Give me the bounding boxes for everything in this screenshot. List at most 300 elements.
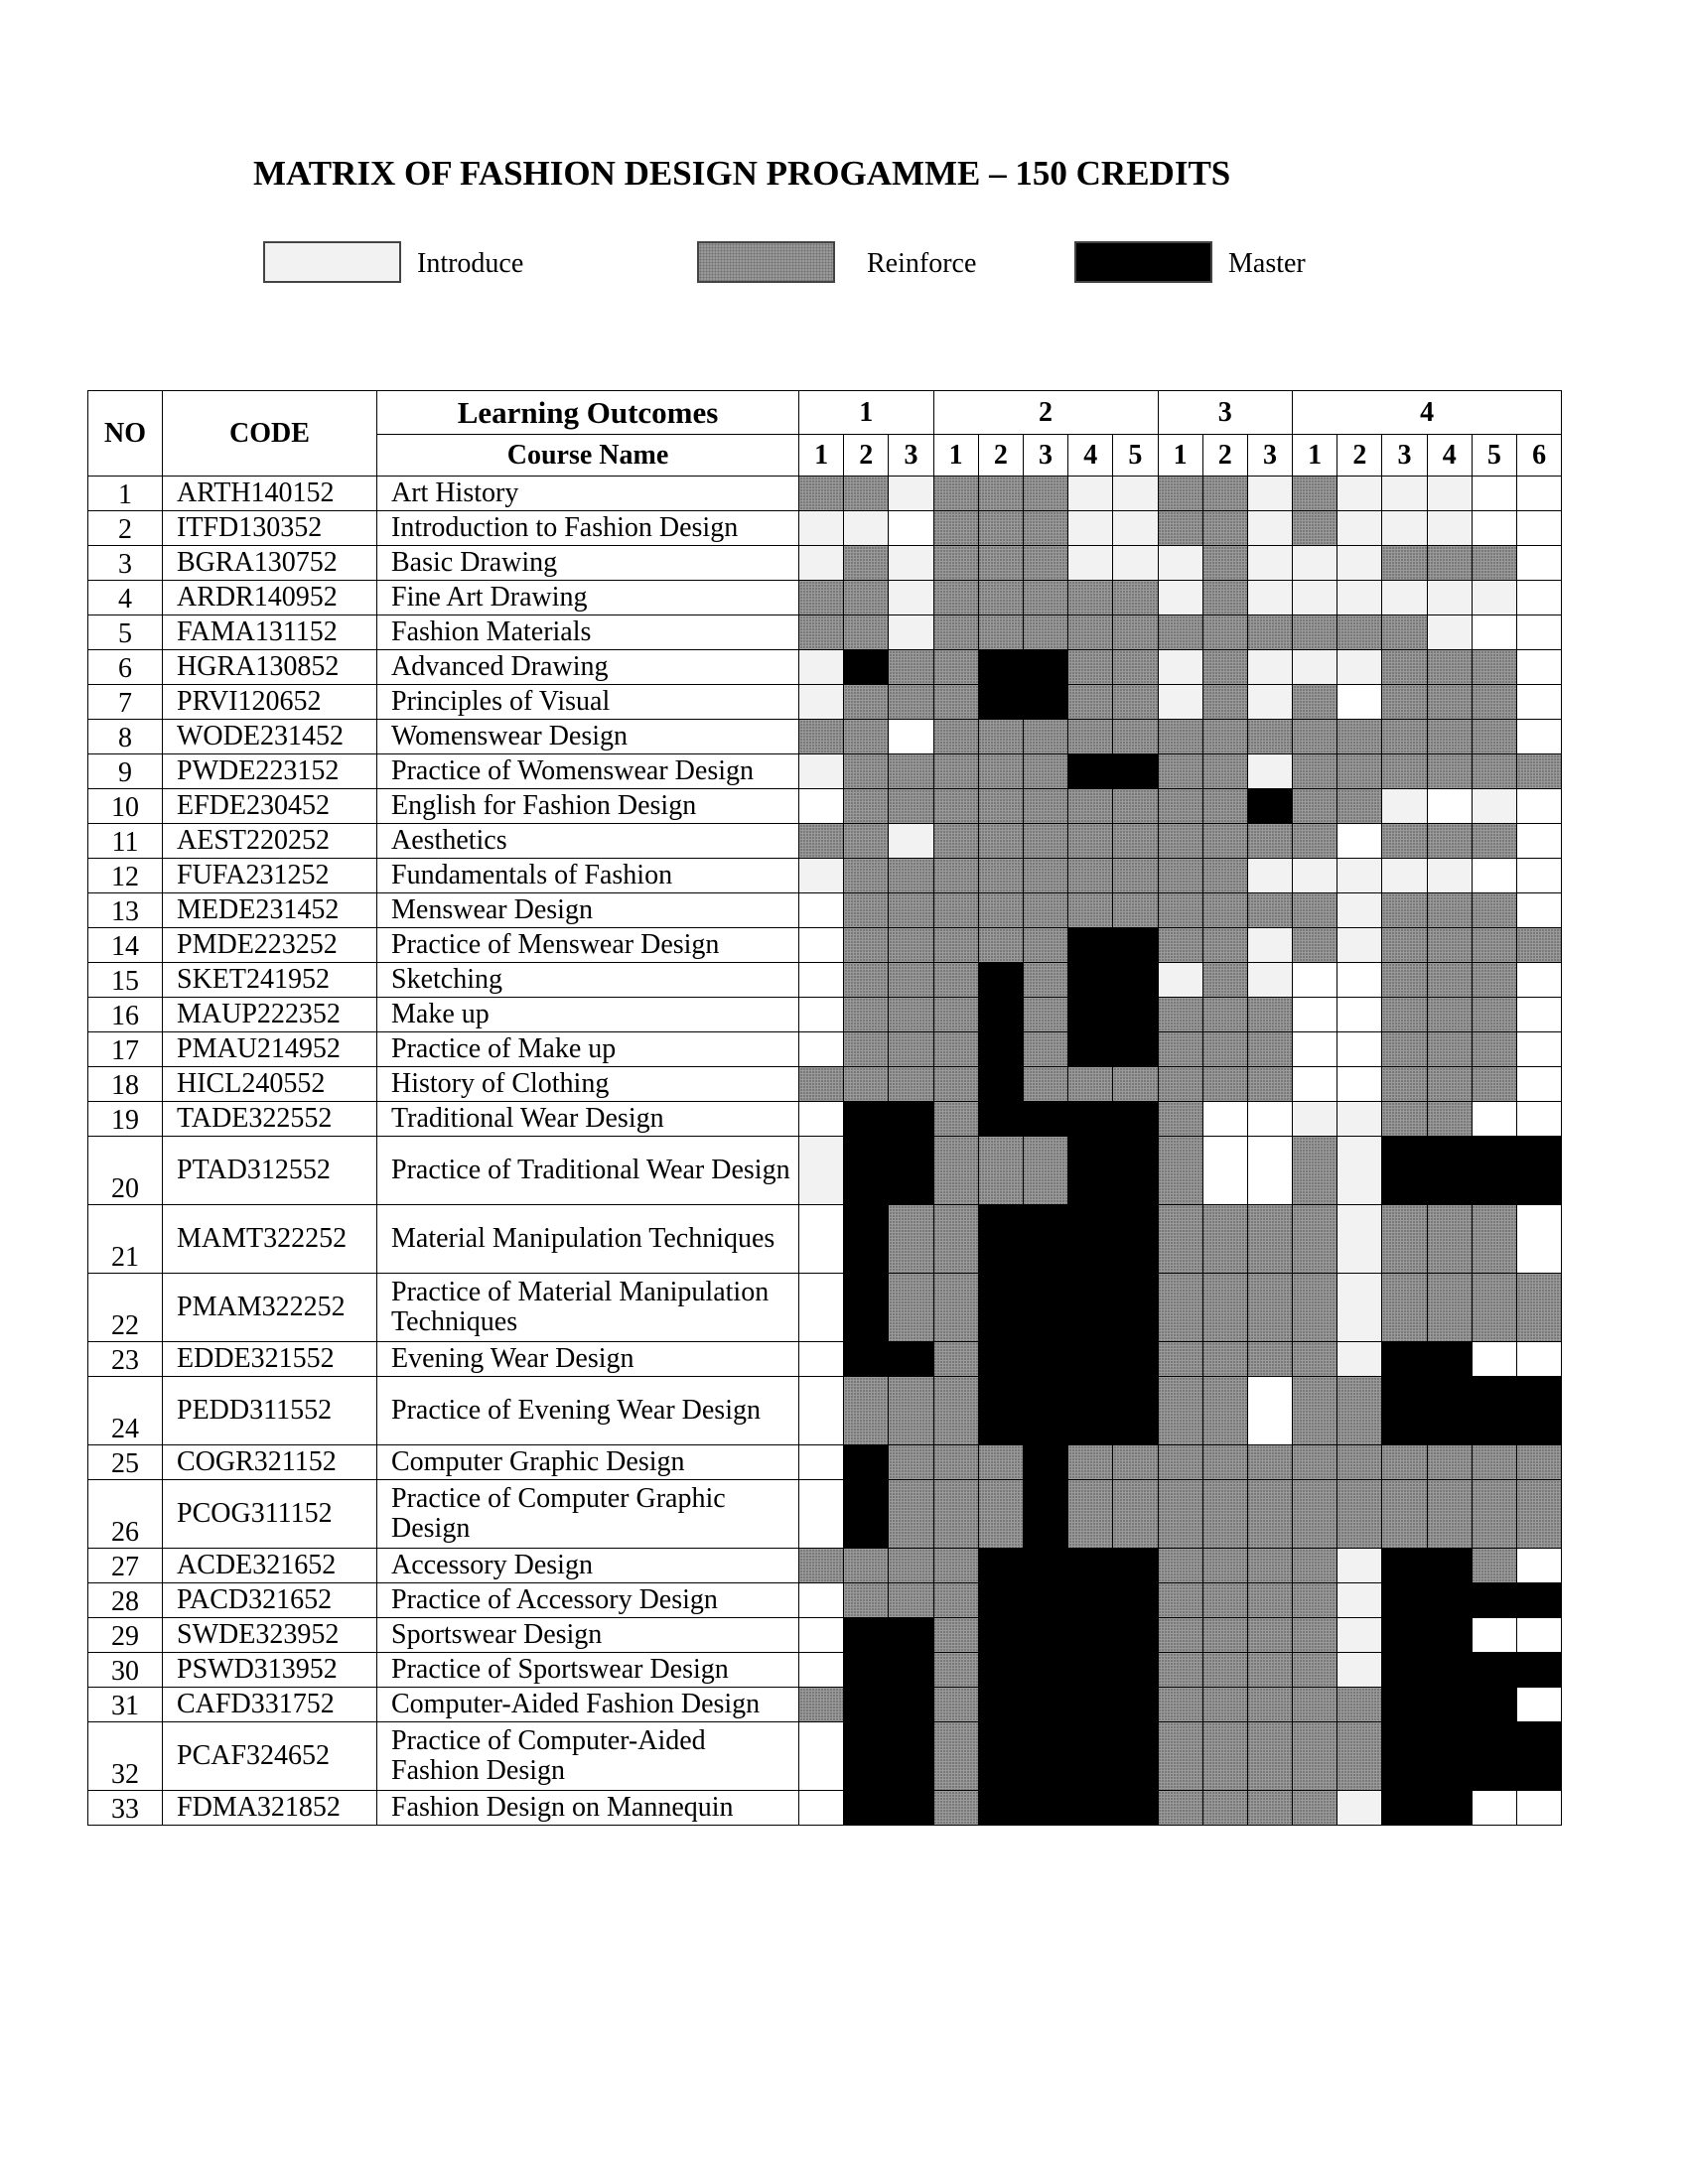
matrix-cell-reinforce (1382, 998, 1427, 1032)
matrix-cell-reinforce (1068, 789, 1113, 824)
matrix-cell-reinforce (1158, 1137, 1202, 1205)
matrix-cell-reinforce (1427, 685, 1472, 720)
matrix-cell-reinforce (889, 789, 933, 824)
matrix-cell-reinforce (1382, 615, 1427, 650)
matrix-cell-master (1113, 1653, 1158, 1688)
matrix-cell-reinforce (1382, 1102, 1427, 1137)
row-code: FAMA131152 (163, 615, 377, 650)
matrix-cell-reinforce (1293, 893, 1337, 928)
table-row (88, 998, 1562, 1032)
matrix-cell-master (844, 1274, 889, 1342)
header-outcome-3-3: 3 (1247, 435, 1292, 477)
matrix-cell-master (1023, 1102, 1067, 1137)
matrix-cell-reinforce (1202, 893, 1247, 928)
matrix-cell-reinforce (1202, 789, 1247, 824)
matrix-cell-reinforce (1382, 1445, 1427, 1480)
matrix-cell-master (1068, 1032, 1113, 1067)
matrix-cell-reinforce (1247, 1067, 1292, 1102)
matrix-cell-reinforce (889, 963, 933, 998)
matrix-cell-reinforce (978, 615, 1023, 650)
matrix-cell-introduce (1158, 963, 1202, 998)
matrix-cell-reinforce (1472, 720, 1516, 754)
matrix-cell-reinforce (1427, 963, 1472, 998)
table-row (88, 893, 1562, 928)
matrix-cell-reinforce (1293, 615, 1337, 650)
matrix-cell-none (1517, 1549, 1562, 1583)
matrix-cell-none (1517, 789, 1562, 824)
matrix-cell-reinforce (1113, 650, 1158, 685)
matrix-cell-reinforce (1023, 1067, 1067, 1102)
matrix-cell-master (978, 650, 1023, 685)
matrix-cell-introduce (889, 477, 933, 511)
matrix-cell-reinforce (1158, 1791, 1202, 1826)
matrix-cell-reinforce (1023, 511, 1067, 546)
matrix-cell-master (1382, 1722, 1427, 1791)
matrix-cell-reinforce (1337, 1377, 1382, 1445)
matrix-cell-reinforce (1202, 754, 1247, 789)
header-outcome-4-3: 3 (1382, 435, 1427, 477)
matrix-cell-reinforce (1382, 1274, 1427, 1342)
matrix-cell-introduce (889, 581, 933, 615)
matrix-cell-none (799, 1480, 844, 1549)
row-code: SWDE323952 (163, 1618, 377, 1653)
matrix-cell-reinforce (1472, 650, 1516, 685)
matrix-cell-master (1472, 1583, 1516, 1618)
matrix-cell-reinforce (1382, 928, 1427, 963)
matrix-cell-master (1023, 1274, 1067, 1342)
matrix-cell-reinforce (1158, 1722, 1202, 1791)
row-code: SKET241952 (163, 963, 377, 998)
matrix-cell-master (978, 1618, 1023, 1653)
matrix-cell-master (978, 963, 1023, 998)
matrix-cell-reinforce (1158, 1102, 1202, 1137)
matrix-cell-reinforce (1247, 1688, 1292, 1722)
header-outcome-3-2: 2 (1202, 435, 1247, 477)
matrix-cell-reinforce (1202, 1618, 1247, 1653)
matrix-cell-reinforce (889, 1583, 933, 1618)
row-no: 17 (88, 1032, 163, 1067)
matrix-cell-introduce (1337, 511, 1382, 546)
matrix-cell-master (1427, 1583, 1472, 1618)
row-code: HGRA130852 (163, 650, 377, 685)
header-outcome-2-4: 4 (1068, 435, 1113, 477)
matrix-cell-introduce (1427, 615, 1472, 650)
matrix-cell-introduce (1337, 859, 1382, 893)
matrix-cell-reinforce (1113, 685, 1158, 720)
header-outcome-1-3: 3 (889, 435, 933, 477)
matrix-cell-master (1023, 1445, 1067, 1480)
matrix-cell-reinforce (1382, 1480, 1427, 1549)
matrix-cell-introduce (1247, 928, 1292, 963)
matrix-cell-reinforce (799, 1549, 844, 1583)
matrix-cell-reinforce (1427, 1445, 1472, 1480)
matrix-cell-master (889, 1618, 933, 1653)
row-course-name: Make up (377, 998, 799, 1032)
matrix-cell-reinforce (1472, 893, 1516, 928)
matrix-cell-reinforce (889, 859, 933, 893)
matrix-cell-master (1113, 1205, 1158, 1274)
matrix-cell-master (844, 1102, 889, 1137)
matrix-cell-master (1472, 1653, 1516, 1688)
matrix-cell-reinforce (933, 1205, 978, 1274)
matrix-cell-introduce (1247, 477, 1292, 511)
header-outcome-4-6: 6 (1517, 435, 1562, 477)
matrix-cell-master (1113, 1032, 1158, 1067)
matrix-cell-reinforce (1158, 720, 1202, 754)
matrix-cell-none (1472, 511, 1516, 546)
matrix-cell-reinforce (844, 581, 889, 615)
matrix-cell-introduce (1472, 581, 1516, 615)
matrix-cell-none (1247, 1137, 1292, 1205)
matrix-cell-reinforce (1023, 754, 1067, 789)
matrix-cell-reinforce (933, 1137, 978, 1205)
page-title: MATRIX OF FASHION DESIGN PROGAMME – 150 CREDITS (253, 154, 1231, 193)
matrix-cell-reinforce (1113, 581, 1158, 615)
table-row (88, 1583, 1562, 1618)
matrix-cell-master (1517, 1137, 1562, 1205)
matrix-cell-reinforce (933, 477, 978, 511)
matrix-cell-reinforce (889, 928, 933, 963)
matrix-cell-none (1472, 1618, 1516, 1653)
header-outcome-2-3: 3 (1023, 435, 1067, 477)
matrix-cell-none (1293, 963, 1337, 998)
matrix-cell-reinforce (1382, 754, 1427, 789)
matrix-cell-reinforce (844, 477, 889, 511)
matrix-cell-master (978, 685, 1023, 720)
matrix-cell-reinforce (1293, 1445, 1337, 1480)
matrix-cell-reinforce (889, 650, 933, 685)
row-code: PCAF324652 (163, 1722, 377, 1791)
matrix-cell-reinforce (933, 1549, 978, 1583)
row-no: 14 (88, 928, 163, 963)
row-code: WODE231452 (163, 720, 377, 754)
matrix-cell-introduce (1427, 859, 1472, 893)
matrix-cell-master (844, 1722, 889, 1791)
matrix-cell-introduce (1337, 581, 1382, 615)
matrix-cell-reinforce (1202, 1688, 1247, 1722)
matrix-cell-introduce (1337, 1583, 1382, 1618)
matrix-cell-reinforce (844, 1549, 889, 1583)
matrix-cell-none (1427, 789, 1472, 824)
matrix-cell-reinforce (1113, 824, 1158, 859)
matrix-cell-master (1113, 754, 1158, 789)
table-row (88, 1480, 1562, 1549)
matrix-cell-master (1382, 1377, 1427, 1445)
row-no: 8 (88, 720, 163, 754)
row-course-name: Practice of Make up (377, 1032, 799, 1067)
matrix-cell-master (1023, 1205, 1067, 1274)
matrix-cell-reinforce (933, 789, 978, 824)
matrix-cell-none (1247, 1377, 1292, 1445)
matrix-cell-master (1023, 650, 1067, 685)
matrix-cell-master (1068, 928, 1113, 963)
matrix-cell-reinforce (978, 477, 1023, 511)
matrix-cell-master (1068, 754, 1113, 789)
matrix-cell-reinforce (1472, 1067, 1516, 1102)
matrix-cell-reinforce (1427, 1067, 1472, 1102)
matrix-cell-none (799, 1274, 844, 1342)
row-code: AEST220252 (163, 824, 377, 859)
matrix-cell-reinforce (933, 1445, 978, 1480)
matrix-cell-reinforce (1202, 477, 1247, 511)
matrix-cell-master (1382, 1549, 1427, 1583)
matrix-cell-master (1472, 1688, 1516, 1722)
matrix-cell-reinforce (844, 1583, 889, 1618)
matrix-cell-master (1068, 1137, 1113, 1205)
matrix-cell-reinforce (1023, 615, 1067, 650)
table-row (88, 1205, 1562, 1274)
matrix-cell-reinforce (1247, 1583, 1292, 1618)
matrix-cell-reinforce (978, 546, 1023, 581)
matrix-cell-none (1517, 1688, 1562, 1722)
matrix-cell-master (978, 1102, 1023, 1137)
matrix-cell-introduce (889, 615, 933, 650)
matrix-cell-master (1023, 1583, 1067, 1618)
row-course-name: Art History (377, 477, 799, 511)
matrix-cell-reinforce (889, 893, 933, 928)
row-no: 12 (88, 859, 163, 893)
matrix-cell-reinforce (1293, 685, 1337, 720)
matrix-cell-reinforce (1202, 1653, 1247, 1688)
matrix-cell-reinforce (1382, 685, 1427, 720)
table-row (88, 1688, 1562, 1722)
matrix-cell-reinforce (1517, 754, 1562, 789)
matrix-cell-master (978, 1067, 1023, 1102)
matrix-cell-reinforce (1023, 928, 1067, 963)
matrix-cell-none (1472, 1791, 1516, 1826)
matrix-cell-reinforce (933, 754, 978, 789)
matrix-cell-none (1517, 1342, 1562, 1377)
matrix-cell-reinforce (1202, 1342, 1247, 1377)
matrix-cell-introduce (1068, 546, 1113, 581)
matrix-cell-none (1517, 963, 1562, 998)
matrix-cell-reinforce (978, 789, 1023, 824)
row-course-name: Practice of Computer Graphic Design (377, 1480, 799, 1549)
table-row (88, 581, 1562, 615)
matrix-cell-reinforce (933, 720, 978, 754)
matrix-cell-reinforce (1113, 859, 1158, 893)
matrix-cell-master (1023, 1342, 1067, 1377)
matrix-cell-reinforce (1113, 615, 1158, 650)
matrix-cell-reinforce (1158, 754, 1202, 789)
table-row (88, 720, 1562, 754)
matrix-cell-introduce (799, 511, 844, 546)
legend-label-reinforce: Reinforce (867, 248, 977, 279)
row-no: 13 (88, 893, 163, 928)
table-row (88, 1067, 1562, 1102)
matrix-cell-reinforce (1247, 1618, 1292, 1653)
matrix-cell-reinforce (1247, 1274, 1292, 1342)
header-outcome-3-1: 1 (1158, 435, 1202, 477)
matrix-cell-reinforce (1202, 1791, 1247, 1826)
matrix-cell-master (1113, 1688, 1158, 1722)
matrix-cell-master (1382, 1791, 1427, 1826)
matrix-cell-reinforce (1472, 754, 1516, 789)
matrix-cell-master (1113, 1377, 1158, 1445)
matrix-cell-master (1023, 1653, 1067, 1688)
matrix-cell-reinforce (1202, 1067, 1247, 1102)
matrix-cell-reinforce (1427, 720, 1472, 754)
table-row (88, 928, 1562, 963)
matrix-cell-introduce (1158, 650, 1202, 685)
matrix-cell-reinforce (799, 477, 844, 511)
matrix-cell-reinforce (1158, 1445, 1202, 1480)
matrix-cell-master (844, 1791, 889, 1826)
row-no: 20 (88, 1137, 163, 1205)
table-row (88, 1137, 1562, 1205)
row-no: 22 (88, 1274, 163, 1342)
header-outcome-1-2: 2 (844, 435, 889, 477)
matrix-cell-reinforce (1337, 1480, 1382, 1549)
legend-label-master: Master (1228, 248, 1306, 279)
matrix-cell-reinforce (1158, 1618, 1202, 1653)
matrix-cell-master (889, 1102, 933, 1137)
row-code: BGRA130752 (163, 546, 377, 581)
matrix-cell-master (1113, 928, 1158, 963)
matrix-cell-introduce (1427, 581, 1472, 615)
matrix-cell-reinforce (1158, 1583, 1202, 1618)
matrix-cell-reinforce (844, 1067, 889, 1102)
matrix-cell-reinforce (1472, 546, 1516, 581)
matrix-cell-reinforce (1427, 1274, 1472, 1342)
matrix-cell-reinforce (1158, 1067, 1202, 1102)
matrix-cell-master (1113, 1791, 1158, 1826)
matrix-cell-reinforce (1158, 928, 1202, 963)
row-no: 21 (88, 1205, 163, 1274)
matrix-cell-reinforce (1293, 754, 1337, 789)
matrix-cell-master (1113, 1549, 1158, 1583)
matrix-cell-introduce (1337, 477, 1382, 511)
matrix-cell-master (1247, 789, 1292, 824)
table-row (88, 1618, 1562, 1653)
row-no: 25 (88, 1445, 163, 1480)
matrix-cell-none (1202, 1102, 1247, 1137)
matrix-cell-reinforce (1337, 1688, 1382, 1722)
matrix-cell-master (889, 1342, 933, 1377)
row-course-name: Evening Wear Design (377, 1342, 799, 1377)
matrix-cell-reinforce (1293, 824, 1337, 859)
matrix-cell-master (1068, 1205, 1113, 1274)
row-code: MAMT322252 (163, 1205, 377, 1274)
matrix-cell-reinforce (933, 615, 978, 650)
matrix-cell-reinforce (978, 1445, 1023, 1480)
matrix-cell-introduce (1113, 477, 1158, 511)
matrix-cell-none (1517, 720, 1562, 754)
matrix-cell-master (1068, 1549, 1113, 1583)
matrix-cell-reinforce (1023, 963, 1067, 998)
matrix-cell-none (1202, 1137, 1247, 1205)
matrix-cell-master (1517, 1583, 1562, 1618)
matrix-cell-reinforce (1023, 998, 1067, 1032)
matrix-cell-introduce (1247, 685, 1292, 720)
matrix-cell-reinforce (1293, 789, 1337, 824)
header-outcome-4-4: 4 (1427, 435, 1472, 477)
header-outcome-2-2: 2 (978, 435, 1023, 477)
matrix-cell-reinforce (1023, 477, 1067, 511)
matrix-cell-reinforce (1293, 1205, 1337, 1274)
matrix-cell-reinforce (1427, 1205, 1472, 1274)
matrix-cell-master (889, 1688, 933, 1722)
matrix-cell-reinforce (889, 685, 933, 720)
row-no: 1 (88, 477, 163, 511)
matrix-cell-reinforce (978, 581, 1023, 615)
matrix-cell-master (1382, 1653, 1427, 1688)
matrix-cell-master (889, 1653, 933, 1688)
matrix-cell-reinforce (799, 581, 844, 615)
matrix-cell-introduce (1427, 477, 1472, 511)
matrix-cell-reinforce (1472, 1480, 1516, 1549)
matrix-cell-reinforce (1158, 789, 1202, 824)
matrix-cell-master (1113, 1342, 1158, 1377)
row-code: PEDD311552 (163, 1377, 377, 1445)
matrix-cell-reinforce (1158, 1274, 1202, 1342)
matrix-cell-reinforce (978, 1137, 1023, 1205)
matrix-cell-reinforce (1068, 1480, 1113, 1549)
matrix-cell-reinforce (1247, 824, 1292, 859)
legend-swatch-master (1074, 241, 1212, 283)
matrix-cell-introduce (1293, 1102, 1337, 1137)
row-course-name: Fashion Materials (377, 615, 799, 650)
row-code: PSWD313952 (163, 1653, 377, 1688)
matrix-cell-reinforce (1202, 963, 1247, 998)
matrix-cell-reinforce (1202, 1445, 1247, 1480)
matrix-cell-reinforce (844, 789, 889, 824)
matrix-cell-none (799, 893, 844, 928)
matrix-cell-master (1023, 1377, 1067, 1445)
matrix-cell-reinforce (799, 615, 844, 650)
header-code: CODE (163, 391, 377, 477)
matrix-cell-reinforce (933, 1688, 978, 1722)
matrix-cell-none (799, 1445, 844, 1480)
row-code: FDMA321852 (163, 1791, 377, 1826)
matrix-cell-reinforce (1517, 1445, 1562, 1480)
row-no: 7 (88, 685, 163, 720)
matrix-cell-master (1068, 1722, 1113, 1791)
matrix-cell-master (978, 998, 1023, 1032)
matrix-cell-reinforce (933, 1377, 978, 1445)
matrix-cell-reinforce (933, 1583, 978, 1618)
matrix-cell-none (799, 1653, 844, 1688)
legend-label-introduce: Introduce (417, 248, 524, 279)
matrix-body (88, 477, 1562, 1826)
matrix-cell-reinforce (978, 859, 1023, 893)
matrix-cell-introduce (1113, 546, 1158, 581)
matrix-cell-reinforce (1337, 720, 1382, 754)
row-code: PMDE223252 (163, 928, 377, 963)
row-code: EDDE321552 (163, 1342, 377, 1377)
matrix-cell-master (1382, 1342, 1427, 1377)
row-no: 27 (88, 1549, 163, 1583)
row-no: 15 (88, 963, 163, 998)
matrix-cell-reinforce (978, 754, 1023, 789)
matrix-cell-reinforce (844, 893, 889, 928)
matrix-cell-introduce (1247, 546, 1292, 581)
matrix-cell-reinforce (1023, 893, 1067, 928)
matrix-cell-introduce (1337, 650, 1382, 685)
matrix-cell-reinforce (1247, 893, 1292, 928)
matrix-cell-none (1517, 893, 1562, 928)
row-code: CAFD331752 (163, 1688, 377, 1722)
matrix-cell-master (978, 1342, 1023, 1377)
matrix-cell-introduce (1382, 511, 1427, 546)
matrix-cell-reinforce (933, 581, 978, 615)
matrix-cell-reinforce (1158, 1653, 1202, 1688)
matrix-cell-none (1517, 546, 1562, 581)
matrix-cell-master (1023, 685, 1067, 720)
matrix-cell-reinforce (978, 1480, 1023, 1549)
table-row (88, 1549, 1562, 1583)
row-code: TADE322552 (163, 1102, 377, 1137)
